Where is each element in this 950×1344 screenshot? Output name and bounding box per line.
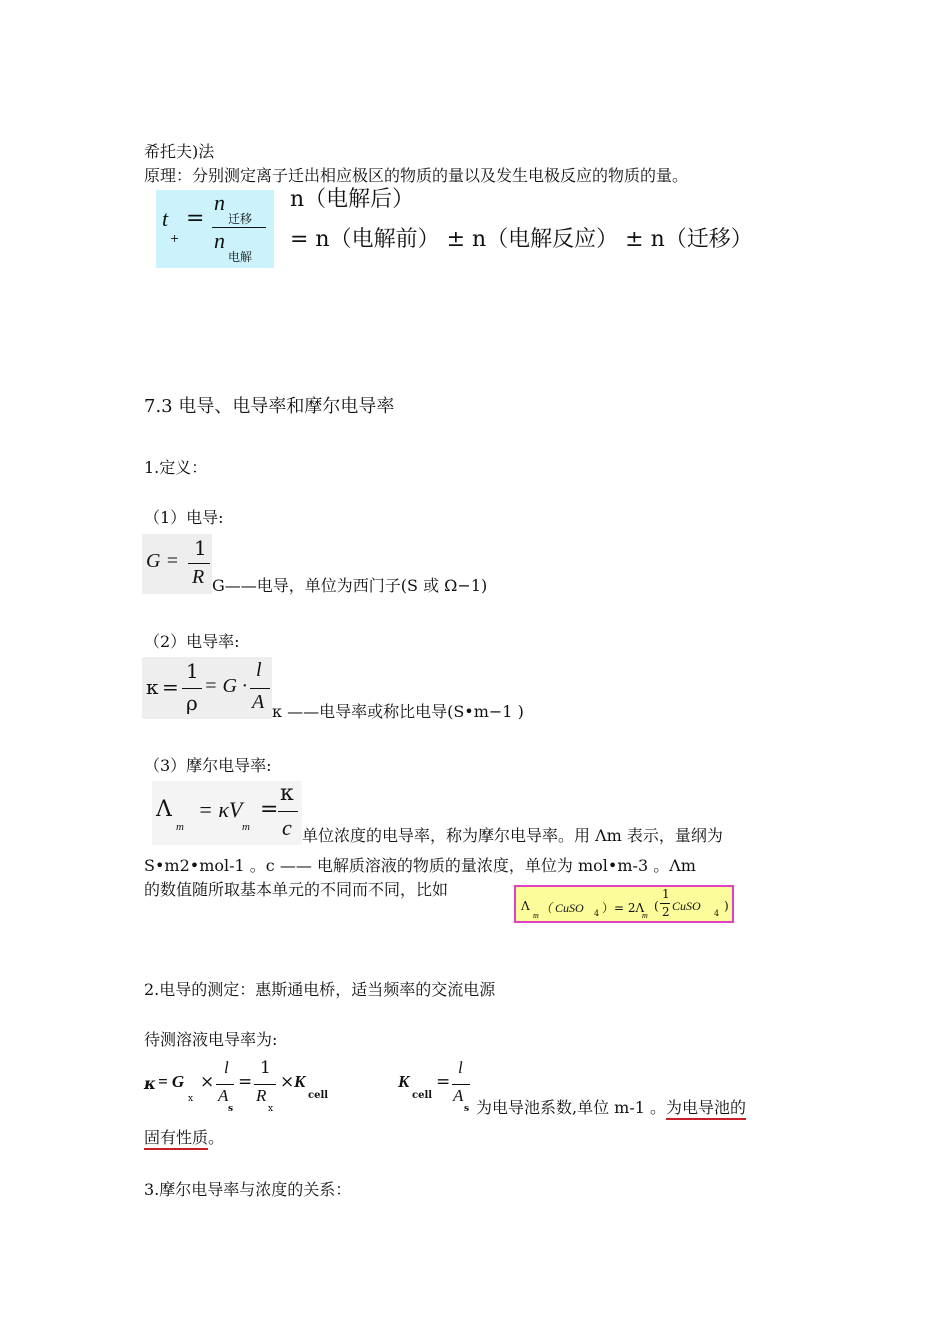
conductance-formula: G = 1 R	[142, 534, 212, 594]
molar-conductivity-example: Λ m （ CuSO 4 ）= 2Λ m ( 1 2 CuSO 4 )	[514, 885, 734, 923]
molar-conductivity-formula: Λ m = κV m = κ c	[152, 781, 302, 845]
relation-heading: 3.摩尔电导率与浓度的关系：	[144, 1180, 352, 1199]
transference-number-formula: t + = n 迁移 n 电解	[156, 190, 274, 268]
highlight-underline-2: 固有性质	[144, 1128, 208, 1150]
molar-description-3: 的数值随所取基本单元的不同而不同，比如	[144, 880, 449, 899]
cell-constant-formula: K cell = l A s	[398, 1058, 470, 1114]
conductivity-formula: κ = 1 ρ = G · l A	[142, 657, 272, 719]
intro-line-1: 希托夫)法	[144, 142, 215, 161]
section-title: 7.3 电导、电导率和摩尔电导率	[144, 396, 395, 417]
cell-constant-description: 为电导池系数,单位 m-1 。为电导池的	[476, 1098, 746, 1118]
conductance-description: G——电导，单位为西门子(S 或 Ω−1)	[212, 576, 488, 595]
molar-description-1: 单位浓度的电导率，称为摩尔电导率。用 Λm 表示，量纲为	[302, 826, 723, 845]
equation-line-1: n（电解后）	[290, 187, 415, 212]
molar-description-2: S•m2•mol-1 。c —— 电解质溶液的物质的量浓度，单位为 mol•m-3 。Λm	[144, 856, 696, 875]
measurement-heading: 2.电导的测定：惠斯通电桥，适当频率的交流电源	[144, 980, 496, 999]
definition-heading: 1.定义：	[144, 458, 208, 477]
pending-label: 待测溶液电导率为:	[144, 1030, 278, 1049]
conductivity-measure-formula: κ = G x × l A s = 1 R x × K cell	[144, 1058, 329, 1114]
highlight-underline-1: 为电导池的	[666, 1098, 746, 1120]
conductance-heading: （1）电导:	[144, 508, 224, 527]
equation-line-2: = n（电解前） ± n（电解反应） ± n（迁移）	[290, 227, 753, 252]
conductivity-heading: （2）电导率:	[144, 632, 240, 651]
intro-principle: 原理：分别测定离子迁出相应极区的物质的量以及发生电极反应的物质的量。	[144, 166, 689, 185]
conductivity-description: κ ——电导率或称比电导(S•m−1 )	[272, 702, 524, 721]
cell-constant-description-2: 固有性质。	[144, 1128, 224, 1148]
molar-conductivity-heading: （3）摩尔电导率:	[144, 756, 272, 775]
